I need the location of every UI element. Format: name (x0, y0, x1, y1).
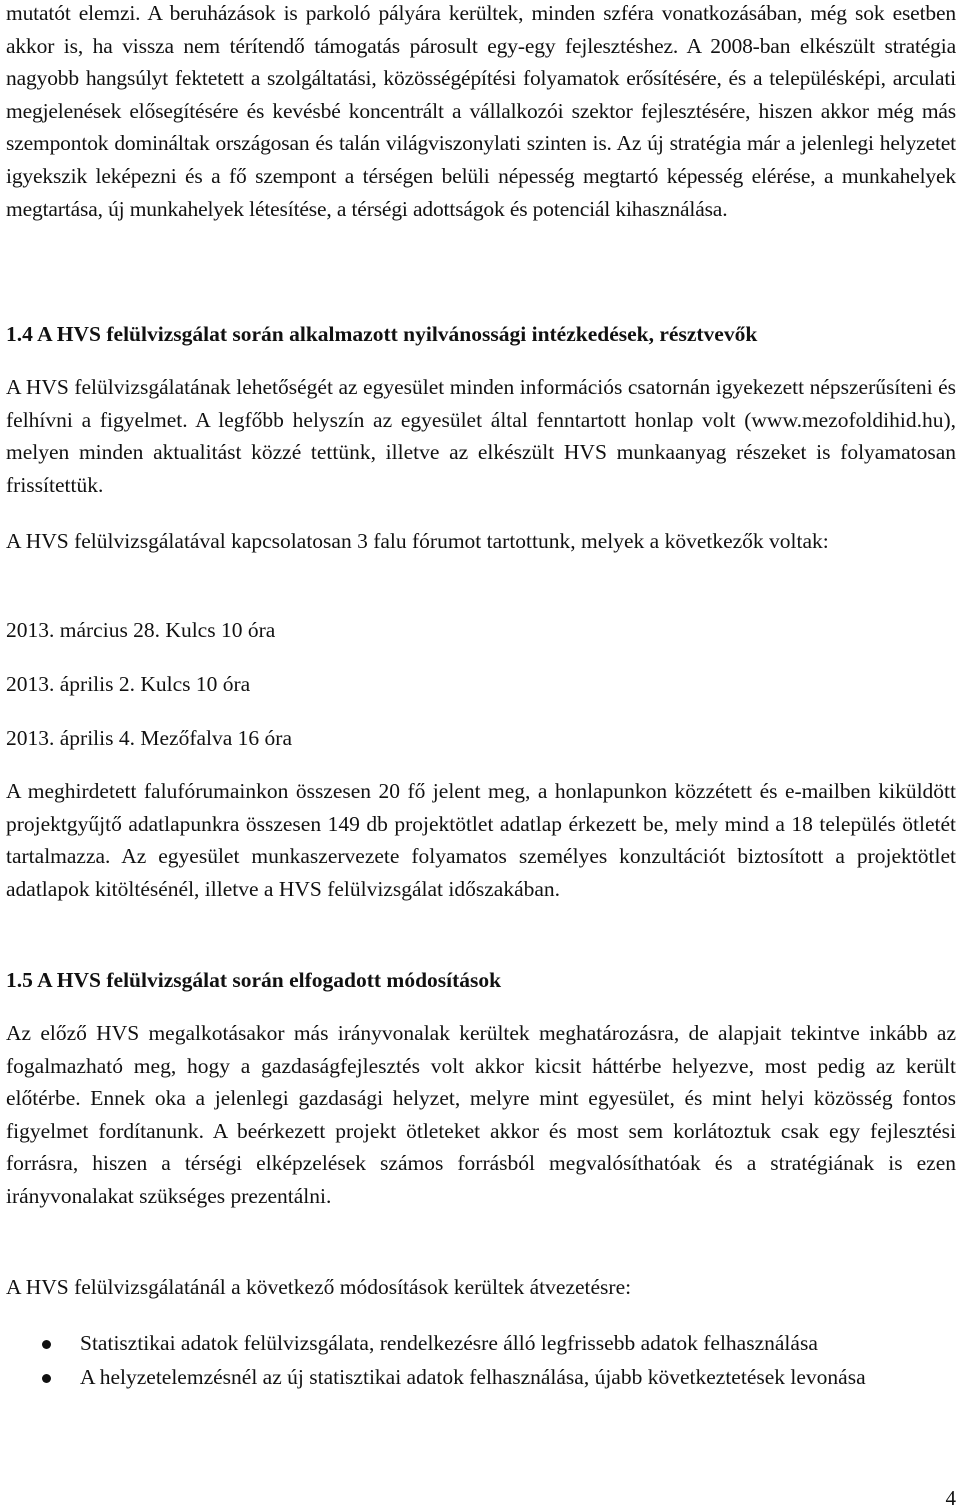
section-1-5-heading: 1.5 A HVS felülvizsgálat során elfogadott módosítások (6, 968, 502, 992)
list-item (6, 1360, 956, 1394)
intro-paragraph (6, 0, 956, 225)
list-item (6, 1326, 956, 1360)
intro-text-part1: mutatót elemzi. A beruházások is parkoló pályára kerültek, minden szféra vonatkozásában, még sok esetben akkor is, ha vissza nem térítendő támogatás párosult egy-egy fejlesztéshez. A 2008-ban elkészült stratégia nagyobb hangsúlyt fektetett a szolgáltatási, közösségépítési folyamatok erősítésére, és a településképi, arculati megjelenések elősegítésére és kevésbé koncentrált a vállalkozói szektor fejlesztésére, hiszen akkor még más szempontok domináltak országosan és talán világviszonylati szinten is. (6, 1, 956, 156)
intro-text-part2: Az új stratégia már a jelenlegi helyzetet igyekszik leképezni és a fő szempont a térségen belüli népesség megtartó képesség elérése, a munkahelyek megtartása, új munkahelyek létesítése, a térségi adottságok és potenciál kihasználása. (6, 131, 957, 221)
section-1-4-paragraph-1: A HVS felülvizsgálatának lehetőségét az egyesület minden információs csatornán igyekezett népszerűsíteni és felhívni a figyelmet. A legfőbb helyszín az egyesület által fenntartott honlap volt (www.mezofoldihid.hu), melyen minden aktualitást közzé tettünk, illetve az elkészült HVS munkaanyag részeket is folyamatosan frissítettük. (6, 375, 956, 497)
section-1-5-paragraph-1: Az előző HVS megalkotásakor más irányvonalak kerültek meghatározásra, de alapjait tekintve inkább az fogalmazható meg, hogy a gazdaságfejlesztés volt akkor kicsit háttérbe helyezve, most pedig az került előtérbe. Ennek oka a jelenlegi gazdasági helyzet, melyre mint egyesület, és mint helyi közösség fontos figyelmet fordítanunk. A beérkezett projekt ötleteket akkor és most sem korlátoztuk csak egy fejlesztési forrásra, hiszen a térségi elképzelések számos forrásból megvalósíthatóak és a stratégiának is ezen irányvonalakat szükséges prezentálni. (6, 1021, 956, 1208)
bullet-icon (42, 1374, 51, 1383)
list-item-text: A helyzetelemzésnél az új statisztikai adatok felhasználása, újabb következtetések levonása (80, 1365, 866, 1389)
forum-date-1: 2013. március 28. Kulcs 10 óra (6, 618, 276, 642)
modifications-list (6, 1326, 956, 1394)
section-1-4-paragraph-2: A HVS felülvizsgálatával kapcsolatosan 3 falu fórumot tartottunk, melyek a következők voltak: (6, 529, 829, 553)
section-1-4-heading: 1.4 A HVS felülvizsgálat során alkalmazott nyilvánossági intézkedések, résztvevők (6, 322, 758, 346)
forum-date-3: 2013. április 4. Mezőfalva 16 óra (6, 726, 292, 750)
section-1-4-paragraph-3: A meghirdetett falufórumainkon összesen 20 fő jelent meg, a honlapunkon közzétett és e-mailben kiküldött projektgyűjtő adatlapunkra összesen 149 db projektötlet adatlap érkezett be, mely mind a 18 település ötletét tartalmazza. Az egyesület munkaszervezete folyamatos személyes konzultációt biztosított a projektötlet adatlapok kitöltésénél, illetve a HVS felülvizsgálat időszakában. (6, 779, 956, 901)
bullet-icon (42, 1340, 51, 1349)
page-number: 4 (945, 1486, 956, 1510)
section-1-5-paragraph-2: A HVS felülvizsgálatánál a következő módosítások kerültek átvezetésre: (6, 1275, 632, 1299)
list-item-text: Statisztikai adatok felülvizsgálata, rendelkezésre álló legfrissebb adatok felhasználása (80, 1331, 818, 1355)
forum-date-2: 2013. április 2. Kulcs 10 óra (6, 672, 251, 696)
